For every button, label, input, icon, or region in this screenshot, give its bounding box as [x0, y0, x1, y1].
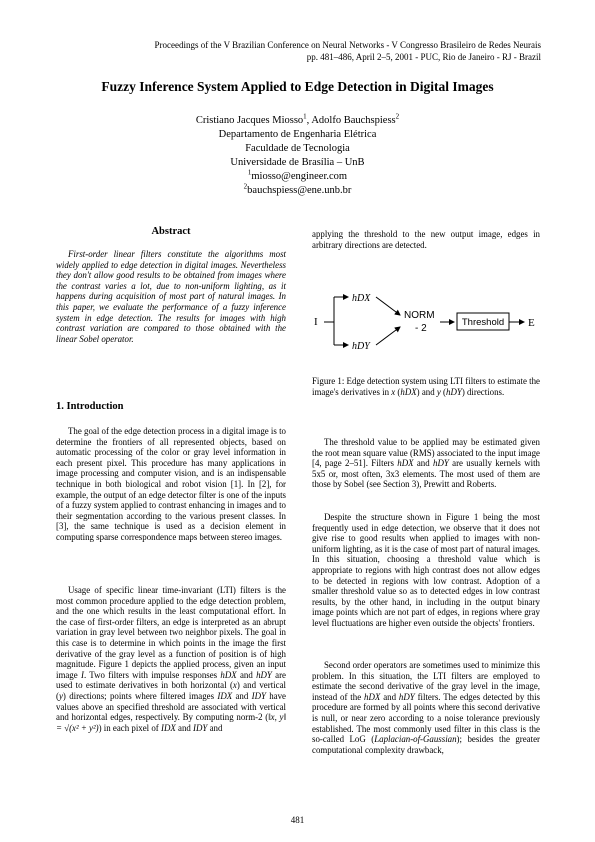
- right-p1-hdx: hDX: [397, 458, 414, 469]
- affiliation-3: Universidade de Brasília – UnB: [230, 157, 365, 168]
- math-hdx: hDX: [220, 669, 237, 680]
- figure-1-diagram: [312, 285, 542, 365]
- email-2-sup: 2: [243, 182, 248, 191]
- math-x: x: [232, 680, 237, 691]
- caption-a: Figure 1: Edge detection system using LTI filters to estimate the image's derivatives in: [312, 376, 540, 397]
- math-I: I: [80, 669, 84, 680]
- affiliation-1: Departamento de Engenharia Elétrica: [218, 129, 377, 140]
- figure-norm-sub-label: - 2: [415, 323, 427, 334]
- caption-e: ) directions.: [461, 386, 505, 397]
- author-line: [0, 114, 595, 128]
- right-p1-and: and: [413, 458, 434, 469]
- figure-hdx-label: hDX: [352, 293, 371, 304]
- intro-p2-f: have values above an specified threshold are associated with vertical and horizontal edges, respectively. By computing norm-2 (: [56, 690, 286, 723]
- caption-y: y: [436, 386, 441, 397]
- figure-threshold-label: Threshold: [461, 317, 505, 328]
- author-1: Cristiano Jacques Miosso: [195, 115, 304, 126]
- math-idx: IDX: [217, 690, 233, 701]
- abstract-heading: Abstract: [151, 226, 191, 237]
- right-paragraph-3: [312, 660, 540, 755]
- paper-title: Fuzzy Inference System Applied to Edge Detection in Digital Images: [101, 79, 494, 94]
- header-line-1: Proceedings of the V Brazilian Conference on Neural Networks - V Congresso Brasileiro de Redes Neurais: [154, 40, 541, 50]
- math-y: y: [58, 690, 63, 701]
- math-idx-2: IDX: [160, 722, 176, 733]
- page-number: 481: [290, 815, 305, 825]
- caption-hdx: hDX: [400, 386, 417, 397]
- author-2-sup: 2: [395, 112, 400, 121]
- email-1-sup: 1: [247, 168, 252, 177]
- intro-p2-a: Usage of specific linear time-invariant (LTI) filters is the most common procedure applied to the edge detection problem, and the one which results in the least computational effort. In the case of first-order filters, an edge is interpreted as an abrupt variation in gray level between two neighbor pixels. The goal in this case is to determine in which points in the image the first derivative of the gray level as a function of position is of high magnitude. Figure 1 depicts the applied process, given an input image: [56, 585, 286, 680]
- author-2: Adolfo Bauchspiess: [311, 115, 396, 126]
- right-p3-hdy: hDY: [398, 691, 415, 702]
- right-p3-a: Second order operators are sometimes used to minimize this problem. In this situation, the LTI filters are employed to estimate the second derivative of the gray level in the image, instead of the: [312, 660, 540, 702]
- figure-output-label: E: [528, 317, 535, 329]
- intro-p2-and3: and: [175, 722, 194, 733]
- figure-arrow-hdy-to-norm: [376, 327, 400, 345]
- right-p3-b: filters. The edges detected by this procedure are formed by all points where this second derivative is null, or near zero according to a noise tolerance previously established. The most commonly used filter in this class is the so-called LoG (: [312, 691, 540, 745]
- caption-d: (: [440, 386, 447, 397]
- right-p1-hdy: hDY: [433, 458, 449, 469]
- right-paragraph-1: [312, 437, 540, 490]
- header-line-2: pp. 481–486, April 2–5, 2001 - PUC, Rio de Janeiro - RJ - Brazil: [306, 52, 541, 62]
- figure-1-caption: [312, 376, 540, 397]
- intro-p2-g: ) in each pixel of: [98, 722, 161, 733]
- math-idy: IDY: [251, 690, 266, 701]
- intro-p2-b: . Two filters with impulse responses: [83, 669, 221, 680]
- intro-heading: 1. Introduction: [56, 401, 124, 412]
- math-hdy: hDY: [256, 669, 272, 680]
- author-separator: ,: [306, 115, 312, 126]
- figure-arrow-hdx-to-norm: [376, 297, 400, 315]
- caption-b: (: [395, 386, 401, 397]
- caption-hdy: hDY: [446, 386, 462, 397]
- math-norm: ‖x, y‖ = √(x² + y²): [56, 712, 286, 733]
- affiliation-2: Faculdade de Tecnologia: [245, 143, 350, 154]
- right-p3-and: and: [380, 691, 399, 702]
- intro-p2-e: ) directions; points where filtered images: [62, 690, 218, 701]
- right-p3-hdx: hDX: [364, 691, 381, 702]
- author-block: [0, 114, 595, 198]
- right-p1-a: The threshold value to be applied may be estimated given the root mean square value (RMS) associated to the input image [4, page 2–51]. Filters: [312, 437, 540, 469]
- author-1-sup: 1: [303, 112, 307, 121]
- intro-paragraph-2: [56, 585, 286, 733]
- figure-norm-label: NORM: [404, 310, 435, 321]
- right-paragraph-0: applying the threshold to the new output image, edges in arbitrary directions are detected.: [312, 229, 540, 250]
- math-idy-2: IDY: [193, 722, 208, 733]
- email-2-line: [0, 184, 595, 198]
- intro-paragraph-1: The goal of the edge detection process in a digital image is to determine the frontiers of all represented objects, based on automatic processing of the color or gray level information in each present pixel. This procedure has many applications in image processing and computer vision, and is an indispensable technique in both biological and robot vision [1]. In [2], for example, the output of an edge detector filter is one of the inputs of a fuzzy system applied to contrast enhancing in images and to their segmentation according to the various present classes. In [3], the same technique is used as a decision element in computing sparse correspondence maps between stereo images.: [56, 426, 286, 542]
- intro-p2-d: ) and vertical (: [56, 680, 286, 701]
- email-2: bauchspiess@ene.unb.br: [247, 185, 352, 196]
- right-p1-b: are usually kernels with 5x5 or, most often, 3x3 elements. The most used of them are those by Sobel (see Section 3), Prewitt and Roberts.: [312, 458, 540, 490]
- intro-p2-and: and: [236, 669, 257, 680]
- email-1-line: [0, 170, 595, 184]
- intro-p2-h: and: [207, 722, 223, 733]
- right-p3-log: Laplacian-of-Gaussian: [374, 734, 457, 745]
- email-1: miosso@engineer.com: [251, 171, 348, 182]
- figure-input-label: I: [314, 316, 318, 328]
- intro-p2-and2: and: [232, 690, 252, 701]
- right-paragraph-2: Despite the structure shown in Figure 1 being the most frequently used in edge detection, we observe that it does not give rise to good results when applied to images with non-uniform lighting, as it is the case of most part of natural images. In this situation, choosing a threshold value which is appropriate to regions with high contrast does not allow edges to be detected in regions with low contrast. Adoption of a smaller threshold value so as to detected edges in low contrast results, by the other hand, in including in the output binary image points which are not part of edges, in regions where gray level fluctuations are higher even outside the objects' frontiers.: [312, 512, 540, 628]
- caption-c: ) and: [416, 386, 437, 397]
- figure-hdy-label: hDY: [352, 341, 370, 352]
- intro-p2-c: are used to estimate derivatives in both horizontal (: [56, 669, 286, 691]
- right-p3-c: ); besides the greater computational complexity drawback,: [312, 734, 540, 755]
- caption-x: x: [391, 386, 396, 397]
- abstract-text: First-order linear filters constitute the algorithms most widely applied to edge detection in digital images. Nevertheless they don't allow good results to be obtained from images where the contrast varies a lot, due to non-uniform lighting, as it happens during acquisition of most part of natural images. In this paper, we evaluate the performance of a fuzzy inference system in edge detection. The results for images with high contrast variation are compared to those obtained with the linear Sobel operator.: [56, 249, 286, 344]
